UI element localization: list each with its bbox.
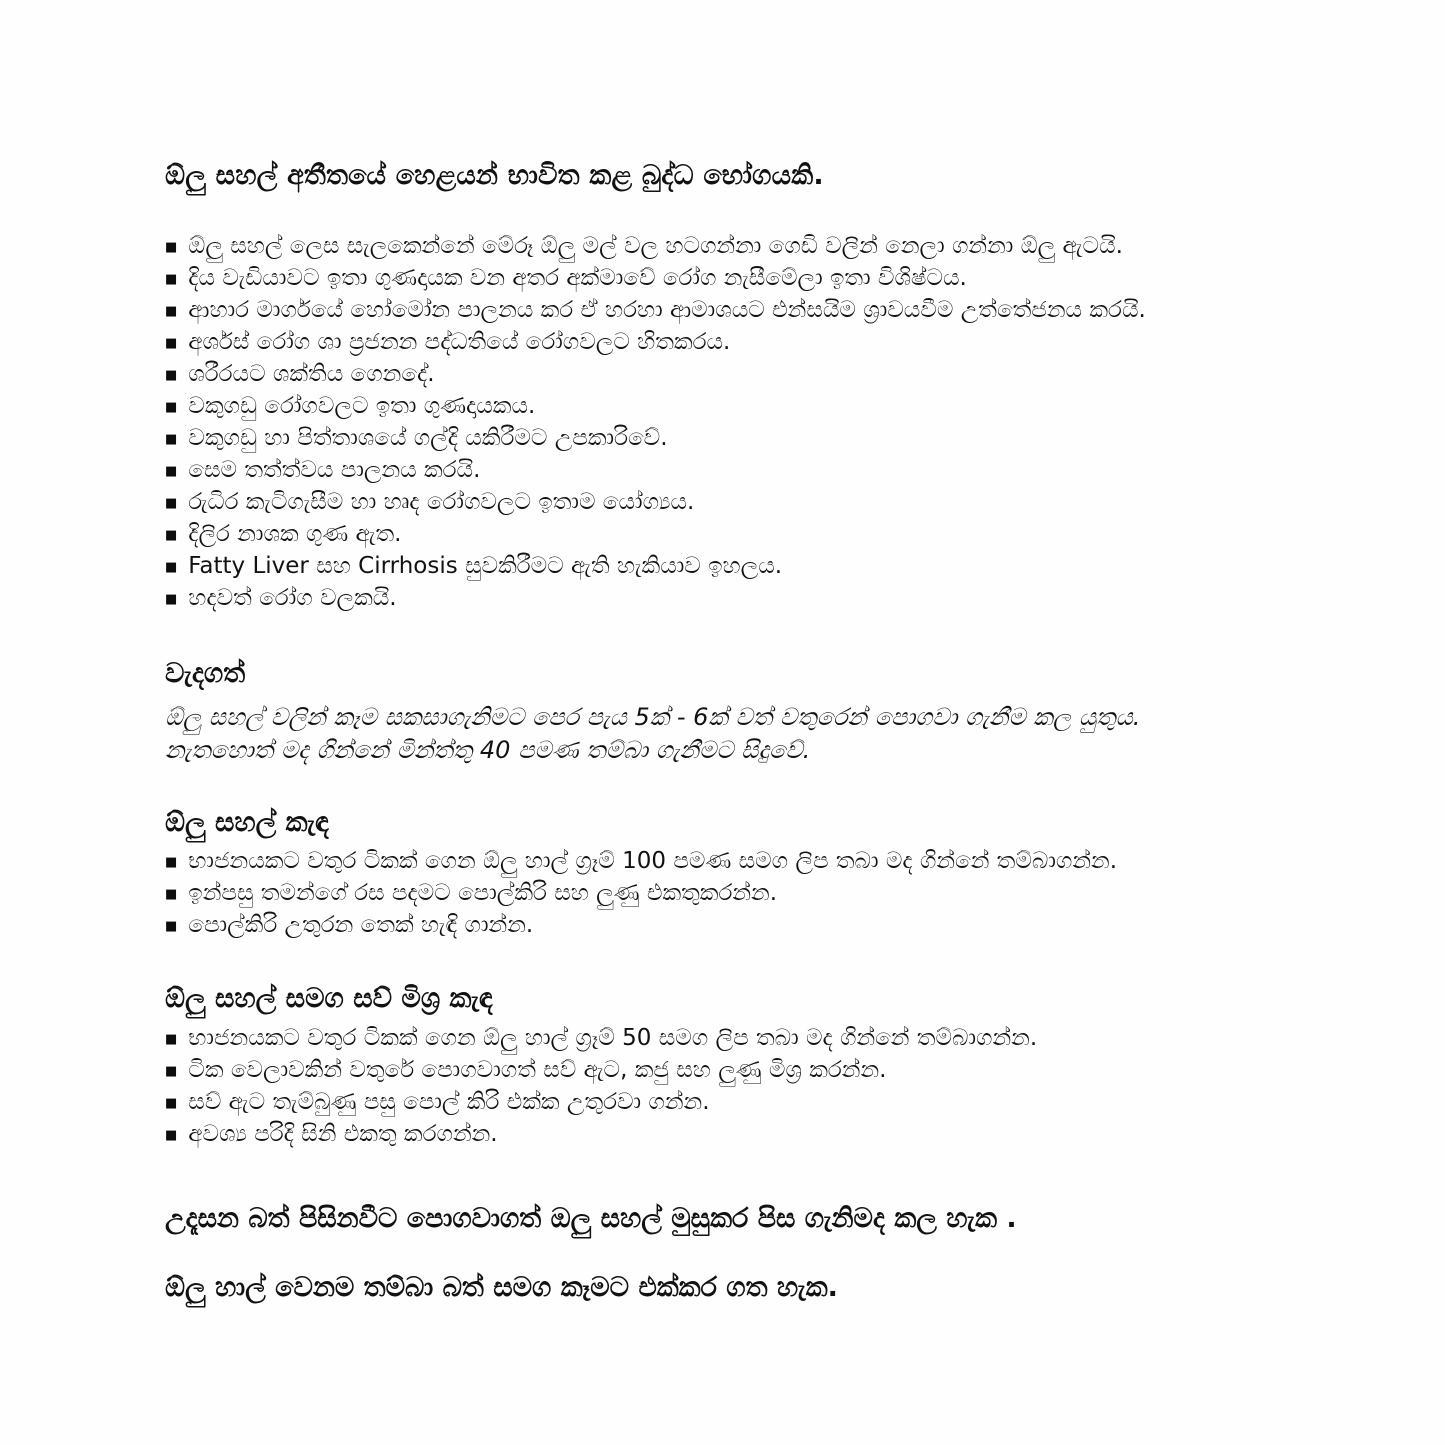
sago-porridge-steps-list (165, 1024, 1260, 1152)
recipe-step-text: පොල්කිරි උතුරන තෙක් හැඳි ගාන්න. (188, 912, 534, 939)
bullet-square-icon: ■ (165, 496, 178, 512)
benefit-item (165, 424, 1260, 456)
benefit-item (165, 520, 1260, 552)
importance-section (165, 658, 1260, 766)
importance-heading: වැදගත් (165, 658, 246, 690)
recipe-step (165, 879, 1260, 911)
bullet-square-icon: ■ (165, 464, 178, 480)
recipe-step (165, 1088, 1260, 1120)
closing-note: ඕලු හාල් වෙනම තම්බා බත් සමග කෑමට එක්කර ගත හැක. (165, 1272, 838, 1304)
recipe-step (165, 1120, 1260, 1152)
bullet-square-icon: ■ (165, 336, 178, 352)
benefit-item (165, 232, 1260, 264)
bullet-square-icon: ■ (165, 919, 178, 935)
bullet-square-icon: ■ (165, 592, 178, 608)
recipe-step-text: භාජනයකට වතුර ටිකක් ගෙන ඕලු හාල් ග්‍රෑම් 100 පමණ සමග ලිප තබා මද ගින්නේ තම්බාගන්න. (188, 848, 1118, 875)
importance-note-line: ඕලු සහල් වලින් කෑම සකසාගැනිමට පෙර පැය 5ක් - 6ක් වත් වතුරෙන් පොගවා ගැනීම කල යුතුය. (165, 702, 1141, 731)
bullet-square-icon: ■ (165, 560, 178, 576)
recipe-step (165, 847, 1260, 879)
benefit-item (165, 328, 1260, 360)
bullet-square-icon: ■ (165, 240, 178, 256)
bullet-square-icon: ■ (165, 887, 178, 903)
benefit-text: වකුගඩු රෝගවලට ඉතා ගුණදායකය. (188, 393, 536, 420)
closing-note: උදෑසන බත් පිසිනවීට පොගවාගත් ඔලු සහල් මුසුකර පිස ගැනිමද කල හැක . (165, 1202, 1017, 1234)
benefit-text: සෙම තත්ත්වය පාලනය කරයි. (188, 457, 481, 484)
bullet-square-icon: ■ (165, 1063, 178, 1079)
sago-porridge-recipe-section (165, 983, 1260, 1151)
recipe-step-text: ඉන්පසු තමන්ගේ රස පදමට පොල්කිරි සහ ලුණු එකතුකරන්න. (188, 880, 778, 907)
sago-porridge-recipe-heading: ඕලු සහල් සමග සව් මිශ්‍ර කැඳ (165, 983, 493, 1015)
benefit-text: රුධිර කැටිගැසීම හා හෘද රෝගවලට ඉතාම යෝග්‍යය. (188, 489, 695, 516)
recipe-step (165, 1056, 1260, 1088)
document-content (165, 160, 1260, 1305)
porridge-recipe-section (165, 807, 1260, 943)
bullet-square-icon: ■ (165, 855, 178, 871)
recipe-step-text: අවශ්‍ය පරිදි සිනි එකතු කරගන්න. (188, 1120, 498, 1147)
importance-note (165, 701, 1260, 767)
benefit-item (165, 552, 1260, 584)
bullet-square-icon: ■ (165, 528, 178, 544)
porridge-steps-list (165, 847, 1260, 943)
benefit-item (165, 392, 1260, 424)
benefits-list (165, 232, 1260, 616)
benefit-text: ශරීරයට ශක්තිය ගෙනදේ. (188, 361, 435, 388)
benefit-item (165, 296, 1260, 328)
benefit-text: වකුගඩු හා පිත්තාශයේ ගල්දි යකිරීමට උපකාරිවේ. (188, 425, 668, 452)
bullet-square-icon: ■ (165, 272, 178, 288)
benefit-item (165, 584, 1260, 616)
recipe-step (165, 1024, 1260, 1056)
benefit-text: අර්ශස් රෝග ශා ප්‍රජනන පද්ධතියේ රෝගවලට හිතකරය. (188, 329, 731, 356)
porridge-recipe-heading: ඕලු සහල් කැඳ (165, 806, 329, 838)
benefit-item (165, 360, 1260, 392)
benefit-text: ඕලු සහල් ලෙස සැලකෙන්නේ මේරූ ඕලු මල් වල හටගන්නා ගෙඩි වලින් නෙලා ගන්නා ඕලු ඇටයි. (188, 233, 1123, 260)
benefit-text: හදවත් රෝග වලකයි. (188, 585, 397, 612)
page-title: ඕලු සහල් අතීතයේ හෙළයන් භාවිත කළ බුද්ධ භෝගයකි. (165, 160, 824, 191)
bullet-square-icon: ■ (165, 1095, 178, 1111)
bullet-square-icon: ■ (165, 1031, 178, 1047)
bullet-square-icon: ■ (165, 400, 178, 416)
benefit-item (165, 456, 1260, 488)
recipe-step-text: භාජනයකට වතුර ටිකක් ගෙන ඕලු හාල් ග්‍රෑම් 50 සමග ලිප තබා මද ගින්නේ තම්බාගන්න. (188, 1024, 1038, 1051)
bullet-square-icon: ■ (165, 368, 178, 384)
bullet-square-icon: ■ (165, 304, 178, 320)
benefit-text: Fatty Liver සහ Cirrhosis සුවකිරීමට ඇති හැකියාව ඉහලය. (188, 553, 783, 580)
benefit-text: දිය වැඩියාවට ඉතා ගුණදායක වන අතර අක්මාවේ රෝග නැසීමේලා ඉතා විශිෂ්ටය. (188, 265, 967, 292)
benefit-item (165, 264, 1260, 296)
importance-note-line: නැතහොත් මද ගින්නේ මින්ත්තු 40 පමණ තම්බා ගැනීමට සිදුවේ. (165, 735, 811, 764)
benefit-text: ආහාර මාර්ගයේ හෝමෝන පාලනය කර ඒ හරහා ආමාශයට එන්සයිම ශ්‍රාවයවීම උත්තේජනය කරයි. (188, 297, 1146, 324)
recipe-step (165, 911, 1260, 943)
recipe-step-text: ටික වෙලාවකින් වතුරේ පොගවාගත් සව් ඇට, කජු සහ ලුණු මිශ්‍ර කරන්න. (188, 1056, 887, 1083)
benefit-item (165, 488, 1260, 520)
benefit-text: දිලිර නාශක ගුණ ඇත. (188, 521, 402, 548)
bullet-square-icon: ■ (165, 1127, 178, 1143)
recipe-step-text: සව් ඇට තැම්බුණු පසු පොල් කිරි එක්ක උතුරවා ගන්න. (188, 1088, 710, 1115)
bullet-square-icon: ■ (165, 432, 178, 448)
